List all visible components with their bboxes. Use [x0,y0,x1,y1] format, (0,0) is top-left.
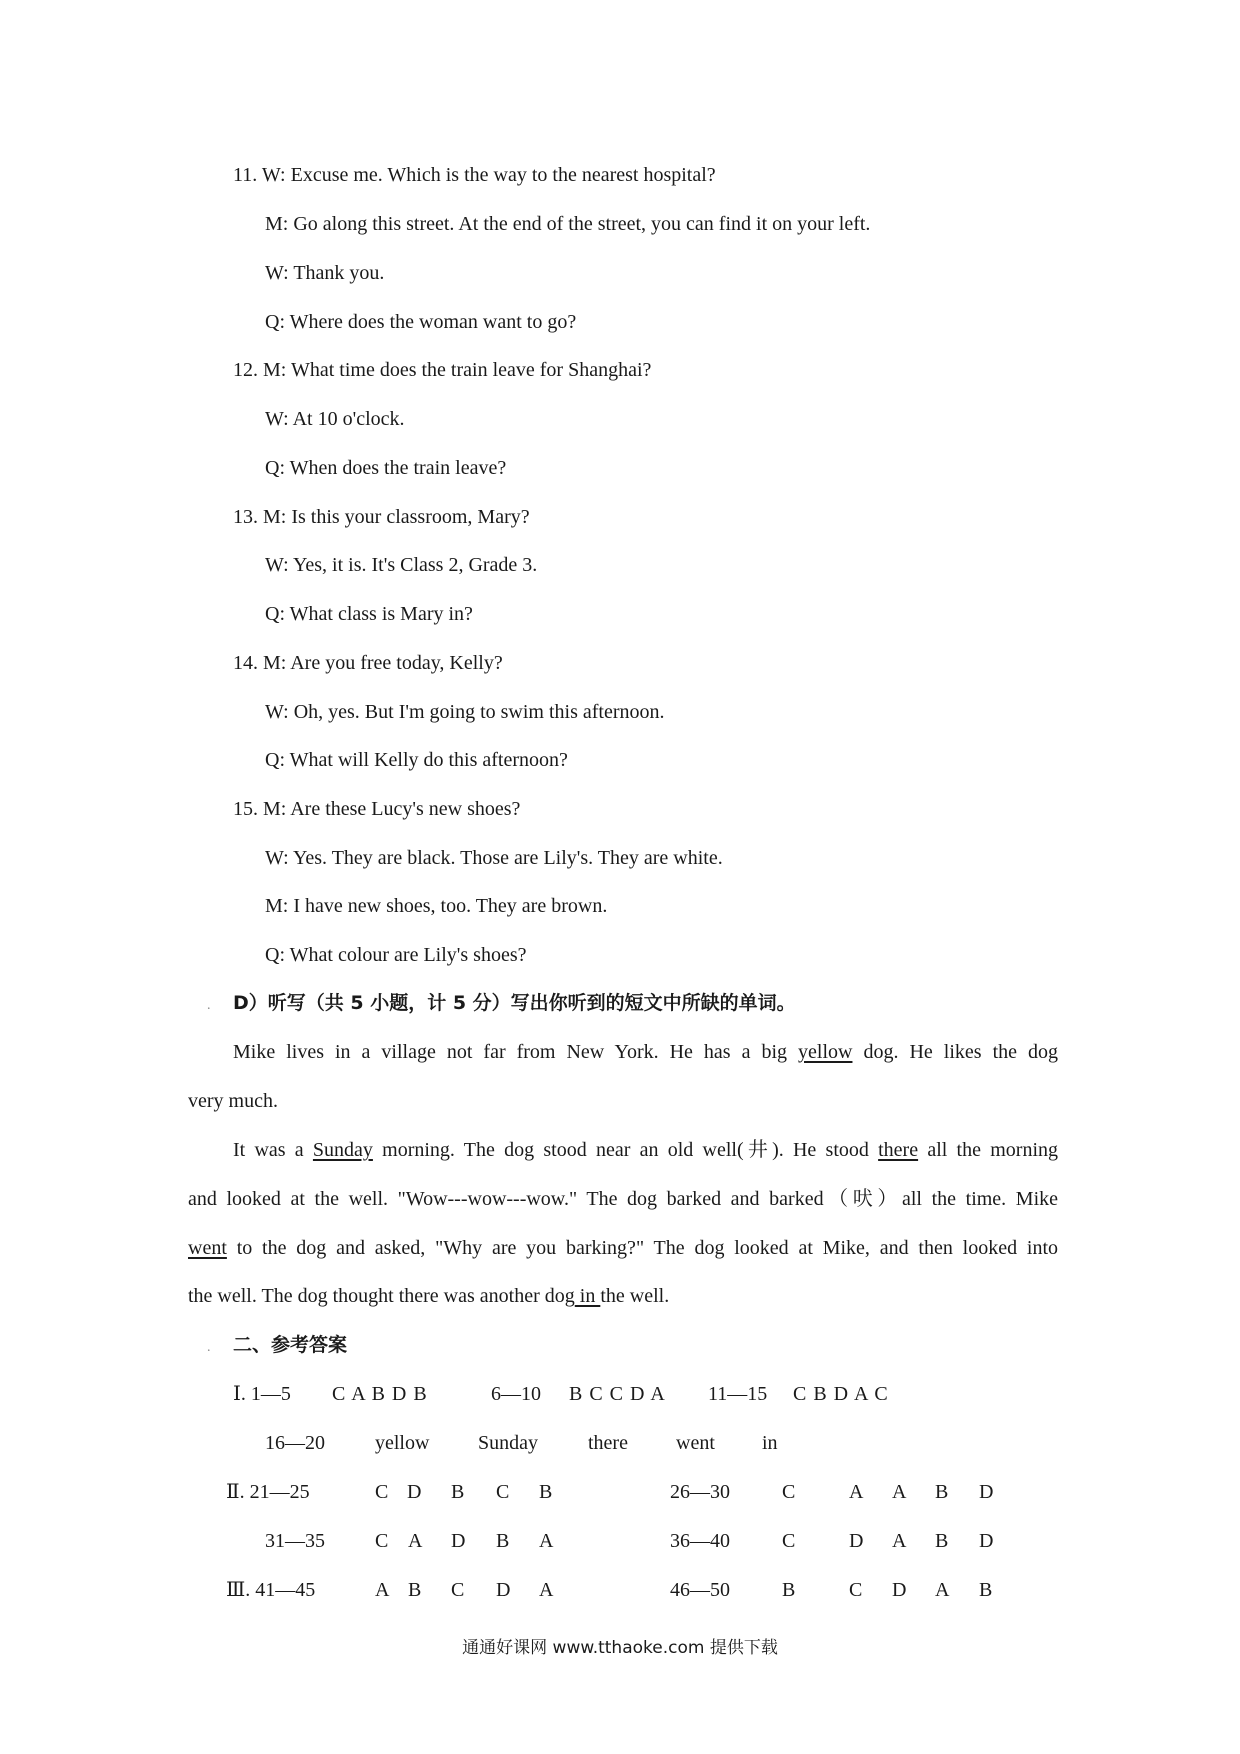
dialogue-line: 14. M: Are you free today, Kelly? [233,652,503,674]
answer-letter: B [979,1579,993,1601]
dialogue-line: 15. M: Are these Lucy's new shoes? [233,798,521,820]
answer-blank: in [574,1285,601,1307]
answer-key: C B D A C [793,1383,889,1405]
answer-label: 11—15 [708,1383,768,1405]
answer-letter: D [407,1481,422,1503]
dialogue-line: W: Yes. They are black. Those are Lily's. They are white. [265,847,723,869]
answer-label: 6—10 [491,1383,541,1405]
passage-line: and looked at the well. "Wow---wow---wow." The dog barked and barked（吠）all the time. Mike [188,1188,1058,1210]
answer-letter: A [849,1481,864,1503]
answer-letter: B [496,1530,510,1552]
answer-key: C A B D B [332,1383,428,1405]
answer-letter: B [782,1579,796,1601]
dialogue-line: 13. M: Is this your classroom, Mary? [233,506,530,528]
dialogue-line: 11. W: Excuse me. Which is the way to the nearest hospital? [233,164,716,186]
margin-mark: . [207,1340,211,1355]
answer-label: 46—50 [670,1579,730,1601]
dialogue-line: W: Yes, it is. It's Class 2, Grade 3. [265,554,538,576]
dialogue-line: W: Thank you. [265,262,385,284]
answers-heading: 二、参考答案 [233,1334,348,1356]
answer-letter: A [375,1579,390,1601]
answer-label: 26—30 [670,1481,730,1503]
passage-line: Mike lives in a village not far from New York. He has a big yellow dog. He likes the dog [233,1041,1059,1063]
passage-line: very much. [188,1090,278,1112]
passage-line: the well. The dog thought there was another dog in the well. [188,1285,670,1307]
answer-letter: D [451,1530,466,1552]
dialogue-question: Q: When does the train leave? [265,457,507,479]
answer-letter: C [375,1481,389,1503]
answer-letter: A [892,1530,907,1552]
dialogue-question: Q: What class is Mary in? [265,603,473,625]
answer-blank: there [878,1139,919,1161]
answer-letter: A [892,1481,907,1503]
answer-label: Ⅱ. 21—25 [226,1481,310,1503]
answer-label: 16—20 [265,1432,325,1454]
passage-line: It was a Sunday morning. The dog stood near an old well(井). He stood there all the morning [233,1139,1059,1161]
answer-letter: D [849,1530,864,1552]
margin-mark: . [207,998,211,1013]
passage-line: went to the dog and asked, "Why are you barking?" The dog looked at Mike, and then looked into [188,1237,1058,1259]
answer-word: went [676,1432,715,1454]
dialogue-line: M: Go along this street. At the end of the street, you can find it on your left. [265,213,871,235]
answer-letter: B [539,1481,553,1503]
answer-label: Ⅰ. 1—5 [233,1383,291,1405]
answer-word: there [588,1432,628,1454]
answer-label: Ⅲ. 41—45 [226,1579,316,1601]
answer-label: 31—35 [265,1530,325,1552]
answer-letter: C [375,1530,389,1552]
answer-blank: went [188,1237,227,1259]
answer-letter: C [849,1579,863,1601]
answer-word: Sunday [478,1432,538,1454]
dialogue-question: Q: What will Kelly do this afternoon? [265,749,568,771]
answer-blank: yellow [798,1041,853,1063]
answer-letter: C [782,1530,796,1552]
answer-word: yellow [375,1432,430,1454]
answer-letter: A [539,1579,554,1601]
answer-blank: Sunday [312,1139,373,1161]
answer-letter: D [979,1530,994,1552]
answer-letter: C [496,1481,510,1503]
dialogue-question: Q: Where does the woman want to go? [265,311,577,333]
dialogue-question: Q: What colour are Lily's shoes? [265,944,527,966]
answer-word: in [762,1432,778,1454]
section-d-heading: D）听写（共 5 小题，计 5 分）写出你听到的短文中所缺的单词。 [233,992,796,1014]
answer-letter: B [451,1481,465,1503]
dialogue-line: W: Oh, yes. But I'm going to swim this afternoon. [265,701,665,723]
dialogue-line: 12. M: What time does the train leave for Shanghai? [233,359,652,381]
dialogue-line: W: At 10 o'clock. [265,408,405,430]
dialogue-line: M: I have new shoes, too. They are brown. [265,895,608,917]
answer-letter: B [408,1579,422,1601]
answer-label: 36—40 [670,1530,730,1552]
answer-letter: D [496,1579,511,1601]
answer-letter: A [935,1579,950,1601]
answer-letter: D [979,1481,994,1503]
answer-letter: C [782,1481,796,1503]
answer-key: B C C D A [569,1383,666,1405]
answer-letter: C [451,1579,465,1601]
answer-letter: A [539,1530,554,1552]
answer-letter: B [935,1530,949,1552]
page-footer: 通通好课网 www.tthaoke.com 提供下载 [462,1638,778,1658]
answer-letter: A [408,1530,423,1552]
answer-letter: B [935,1481,949,1503]
answer-letter: D [892,1579,907,1601]
